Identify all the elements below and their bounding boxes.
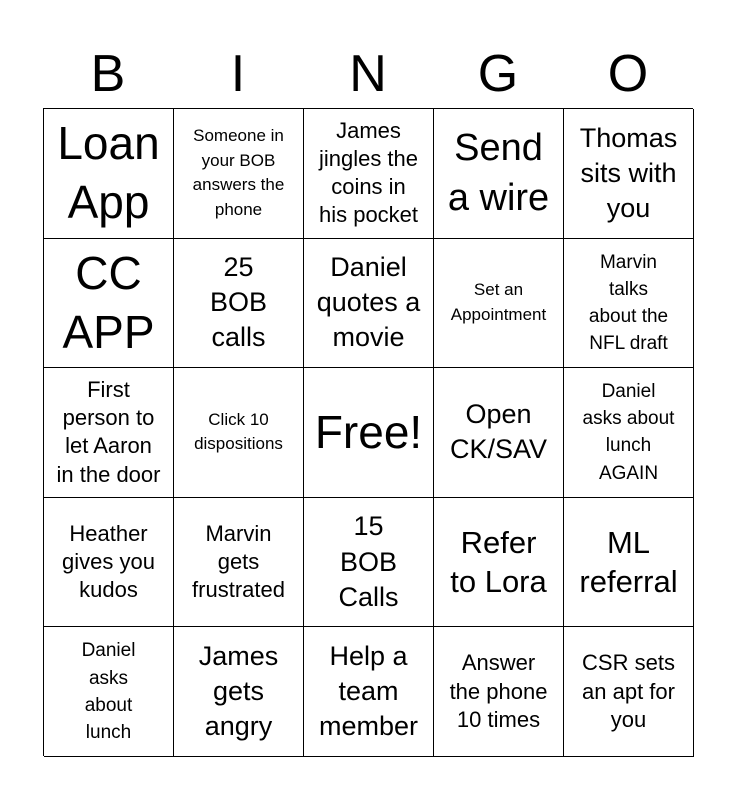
bingo-cell-r3-c5[interactable] xyxy=(564,368,694,498)
bingo-cell-r2-c2[interactable] xyxy=(174,239,304,369)
cell-text: James gets angry xyxy=(198,641,279,742)
bingo-cell-r1-c1[interactable] xyxy=(44,109,174,239)
bingo-cell-r4-c1[interactable] xyxy=(44,498,174,628)
cell-text: Send a wire xyxy=(447,127,550,220)
cell-text: CSR sets an apt for you xyxy=(582,650,675,732)
header-letter-g: G xyxy=(477,45,519,103)
bingo-cell-r1-c3[interactable] xyxy=(304,109,434,239)
cell-text: James jingles the coins in his pocket xyxy=(318,117,419,228)
bingo-cell-r2-c1[interactable] xyxy=(44,239,174,369)
cell-text: Answer the phone 10 times xyxy=(449,650,548,732)
bingo-cell-r5-c4[interactable] xyxy=(434,627,564,757)
bingo-cell-r3-c2[interactable] xyxy=(174,368,304,498)
bingo-cell-r1-c5[interactable] xyxy=(564,109,694,239)
cell-text: Daniel quotes a movie xyxy=(316,252,421,353)
cell-text: Heather gives you kudos xyxy=(62,520,155,603)
bingo-cell-r3-c4[interactable] xyxy=(434,368,564,498)
cell-text: Loan App xyxy=(57,117,160,229)
bingo-cell-r4-c4[interactable] xyxy=(434,498,564,628)
header-letter-o: O xyxy=(607,45,649,103)
bingo-cell-r2-c3[interactable] xyxy=(304,239,434,369)
bingo-cell-r4-c3[interactable] xyxy=(304,498,434,628)
cell-text: Refer to Lora xyxy=(450,525,547,600)
cell-text: Thomas sits with you xyxy=(579,122,678,223)
cell-text: ML referral xyxy=(579,525,678,600)
bingo-cell-r3-c1[interactable] xyxy=(44,368,174,498)
header-letter-n: N xyxy=(349,45,387,103)
header-letter-i: I xyxy=(230,45,246,103)
header-letter-b: B xyxy=(90,45,126,103)
cell-text: Open CK/SAV xyxy=(449,399,548,465)
cell-text: 15 BOB Calls xyxy=(338,511,399,612)
bingo-cell-r5-c1[interactable] xyxy=(44,627,174,757)
cell-text: Daniel asks about lunch xyxy=(81,640,136,743)
cell-text: Free! xyxy=(314,406,423,459)
bingo-cell-r3-c3[interactable] xyxy=(304,368,434,498)
cell-text: Set an Appointment xyxy=(450,280,547,324)
cell-text: CC APP xyxy=(62,247,155,358)
cell-text: 25 BOB calls xyxy=(209,252,268,353)
bingo-cell-r1-c4[interactable] xyxy=(434,109,564,239)
cell-text: Marvin talks about the NFL draft xyxy=(588,251,669,355)
cell-text: Help a team member xyxy=(318,641,419,742)
bingo-header xyxy=(43,40,693,108)
cell-text: Daniel asks about lunch AGAIN xyxy=(582,381,675,484)
bingo-board xyxy=(43,108,693,756)
bingo-cell-r5-c2[interactable] xyxy=(174,627,304,757)
bingo-cell-r1-c2[interactable] xyxy=(174,109,304,239)
bingo-cell-r4-c2[interactable] xyxy=(174,498,304,628)
bingo-cell-r4-c5[interactable] xyxy=(564,498,694,628)
bingo-cell-r2-c4[interactable] xyxy=(434,239,564,369)
cell-text: Someone in your BOB answers the phone xyxy=(192,126,285,219)
cell-text: Click 10 dispositions xyxy=(194,409,283,454)
bingo-cell-r5-c5[interactable] xyxy=(564,627,694,757)
bingo-cell-r2-c5[interactable] xyxy=(564,239,694,369)
cell-text: First person to let Aaron in the door xyxy=(56,377,161,487)
bingo-cell-r5-c3[interactable] xyxy=(304,627,434,757)
cell-text: Marvin gets frustrated xyxy=(192,520,285,603)
